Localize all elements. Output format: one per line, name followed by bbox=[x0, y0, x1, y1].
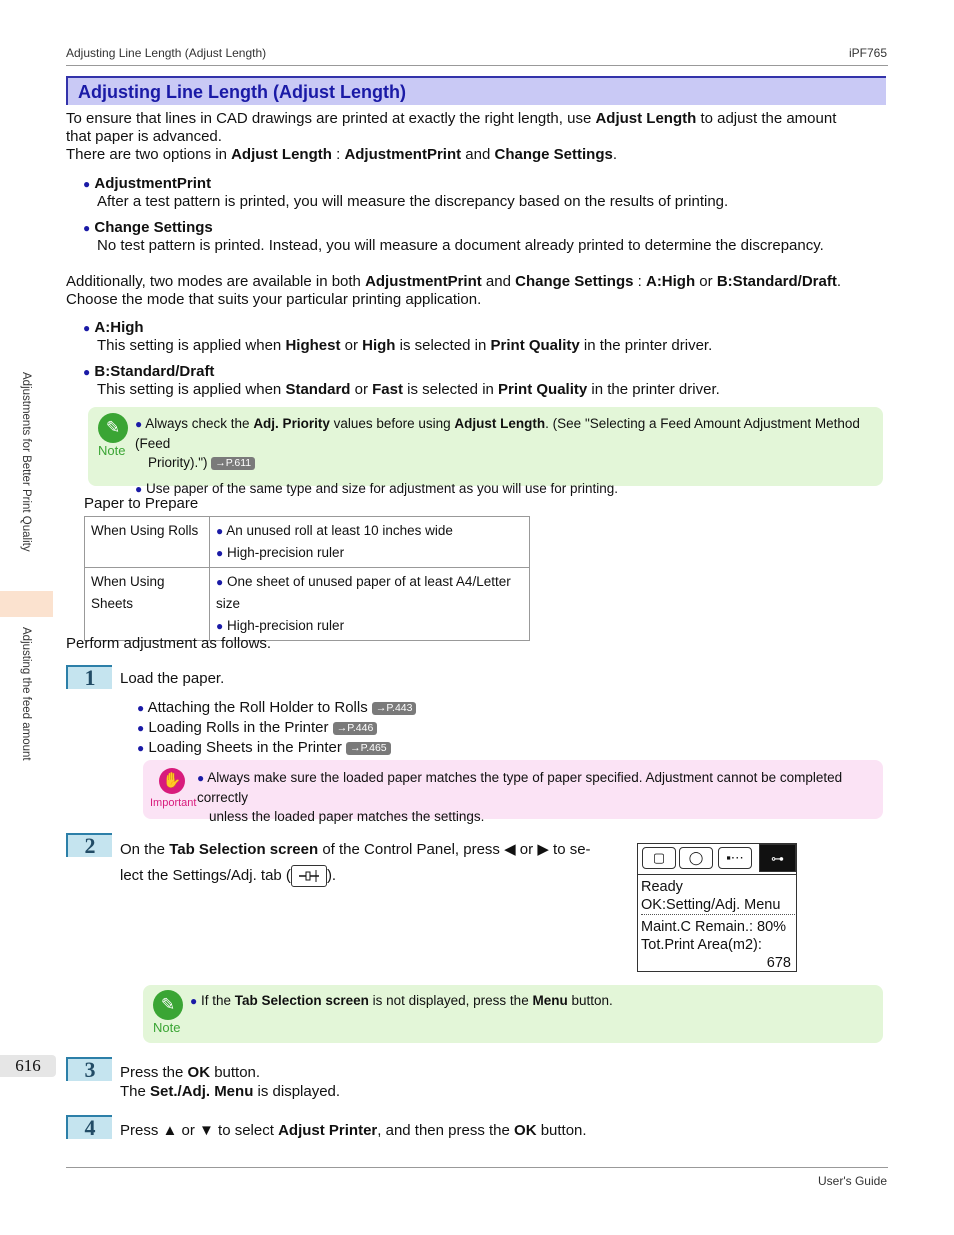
list-item[interactable]: ● Loading Sheets in the Printer →P.465 bbox=[137, 738, 416, 758]
lcd-line: Tot.Print Area(m2): bbox=[641, 937, 762, 953]
list-item[interactable]: ● Loading Rolls in the Printer →P.446 bbox=[137, 718, 416, 738]
list-item: ● AdjustmentPrint bbox=[83, 175, 212, 192]
lcd-line: Maint.C Remain.: 80% bbox=[641, 919, 787, 935]
note-label: Note bbox=[98, 443, 126, 458]
table-cell-label: When Using Sheets bbox=[85, 568, 210, 641]
footer-text: User's Guide bbox=[818, 1174, 887, 1188]
running-header-title: Adjusting Line Length (Adjust Length) bbox=[66, 46, 267, 60]
lcd-line: OK:Setting/Adj. Menu bbox=[641, 896, 795, 915]
options-list: ● AdjustmentPrint After a test pattern is printed, you will measure the discrepancy based on the results of printing. ● Change Settings No test pattern is printed. Instead, you will measure a document already printed to determine the discrepancy. bbox=[83, 175, 873, 255]
important-box bbox=[143, 760, 883, 824]
step-number-3: 3 bbox=[66, 1057, 112, 1081]
section-title: Adjusting Line Length (Adjust Length) bbox=[78, 82, 406, 102]
step-3-text: Press the OK button. The Set./Adj. Menu is displayed. bbox=[120, 1064, 341, 1100]
lcd-line: Ready bbox=[641, 879, 683, 895]
ink-tab-icon: ◯ bbox=[679, 847, 713, 869]
settings-adj-tab-icon: ⊶ bbox=[759, 844, 796, 872]
list-item: ● B:Standard/Draft bbox=[83, 363, 215, 380]
note-box bbox=[143, 985, 883, 1043]
sidebar-section-label: Adjusting the feed amount bbox=[20, 627, 32, 761]
control-panel-display bbox=[637, 843, 797, 972]
section-title-bar bbox=[66, 76, 886, 105]
page-ref-link[interactable]: →P.465 bbox=[346, 742, 391, 755]
step-2-text: On the Tab Selection screen of the Control Panel, press ◀ or ▶ to se- lect the Settings/Adj. tab ( ). bbox=[120, 837, 625, 889]
step-number-1: 1 bbox=[66, 665, 112, 689]
page-ref-link[interactable]: →P.446 bbox=[333, 722, 378, 735]
right-arrow-icon: ▶ bbox=[537, 841, 549, 858]
page-ref-link[interactable]: →P.611 bbox=[211, 457, 255, 470]
settings-adj-tab-icon bbox=[291, 865, 327, 887]
pencil-check-icon: ✎ bbox=[153, 990, 183, 1020]
step-1-text: Load the paper. bbox=[120, 670, 225, 687]
list-item[interactable]: ● Attaching the Roll Holder to Rolls →P.443 bbox=[137, 698, 416, 718]
tab-bar bbox=[638, 844, 796, 875]
list-item: ● A:High bbox=[83, 319, 144, 336]
step-number-2: 2 bbox=[66, 833, 112, 857]
note-label: Note bbox=[153, 1020, 181, 1035]
modes-list: ● A:High This setting is applied when Highest or High is selected in Print Quality in the printer driver. ● B:Standard/Draft This setting is applied when Standard or Fast is selected in Print Quality in the printer driver. bbox=[83, 319, 873, 399]
important-text: ● Always make sure the loaded paper matches the type of paper specified. Adjustment cannot be completed correctly unless the loaded paper matches the settings. bbox=[197, 770, 843, 824]
table-cell-items: ● One sheet of unused paper of at least A4/Letter size ● High-precision ruler bbox=[210, 568, 530, 641]
page-ref-link[interactable]: →P.443 bbox=[372, 702, 417, 715]
perform-text: Perform adjustment as follows. bbox=[66, 635, 272, 652]
sidebar-chapter-label: Adjustments for Better Print Quality bbox=[20, 372, 32, 552]
note-text: ● If the Tab Selection screen is not displayed, press the Menu button. bbox=[190, 993, 613, 1008]
paper-table bbox=[84, 516, 530, 641]
hand-stop-icon: ✋ bbox=[159, 768, 185, 794]
footer-rule bbox=[66, 1167, 888, 1168]
list-item: ● Change Settings bbox=[83, 219, 213, 236]
table-row bbox=[85, 568, 530, 641]
table-cell-items: ● An unused roll at least 10 inches wide ● High-precision ruler bbox=[210, 517, 530, 568]
page-number-tab bbox=[0, 1055, 56, 1077]
important-label: Important bbox=[150, 797, 197, 809]
step-number-4: 4 bbox=[66, 1115, 112, 1139]
page-number: 616 bbox=[15, 1056, 41, 1075]
intro-paragraph: To ensure that lines in CAD drawings are printed at exactly the right length, use Adjust Length to adjust the amount that paper is advanced. There are two options in Adjust Length : AdjustmentPrint and Change Settings. bbox=[66, 110, 837, 163]
job-tab-icon: ▪⋯ bbox=[718, 847, 752, 869]
table-row bbox=[85, 517, 530, 568]
running-header-model: iPF765 bbox=[848, 46, 887, 60]
pencil-check-icon: ✎ bbox=[98, 413, 128, 443]
table-cell-label: When Using Rolls bbox=[85, 517, 210, 568]
paper-tab-icon: ▢ bbox=[642, 847, 676, 869]
note-text: ● Always check the Adj. Priority values before using Adjust Length. (See "Selecting a Feed Amount Adjustment Method (Feed Priority).") →P.611 ● Use paper of the same type and size for adjustment as you will use for printing. bbox=[135, 416, 860, 496]
sidebar-tab-marker bbox=[0, 591, 53, 617]
header-rule bbox=[66, 65, 888, 66]
left-arrow-icon: ◀ bbox=[504, 841, 516, 858]
step-1-links bbox=[137, 698, 416, 758]
lcd-line: 678 bbox=[766, 955, 791, 971]
modes-paragraph: Additionally, two modes are available in both AdjustmentPrint and Change Settings : A:High or B:Standard/Draft. Choose the mode that suits your particular printing application. bbox=[66, 273, 842, 308]
note-box bbox=[88, 407, 883, 496]
step-4-text: Press ▲ or ▼ to select Adjust Printer, and then press the OK button. bbox=[120, 1122, 587, 1139]
paper-heading: Paper to Prepare bbox=[84, 495, 199, 512]
